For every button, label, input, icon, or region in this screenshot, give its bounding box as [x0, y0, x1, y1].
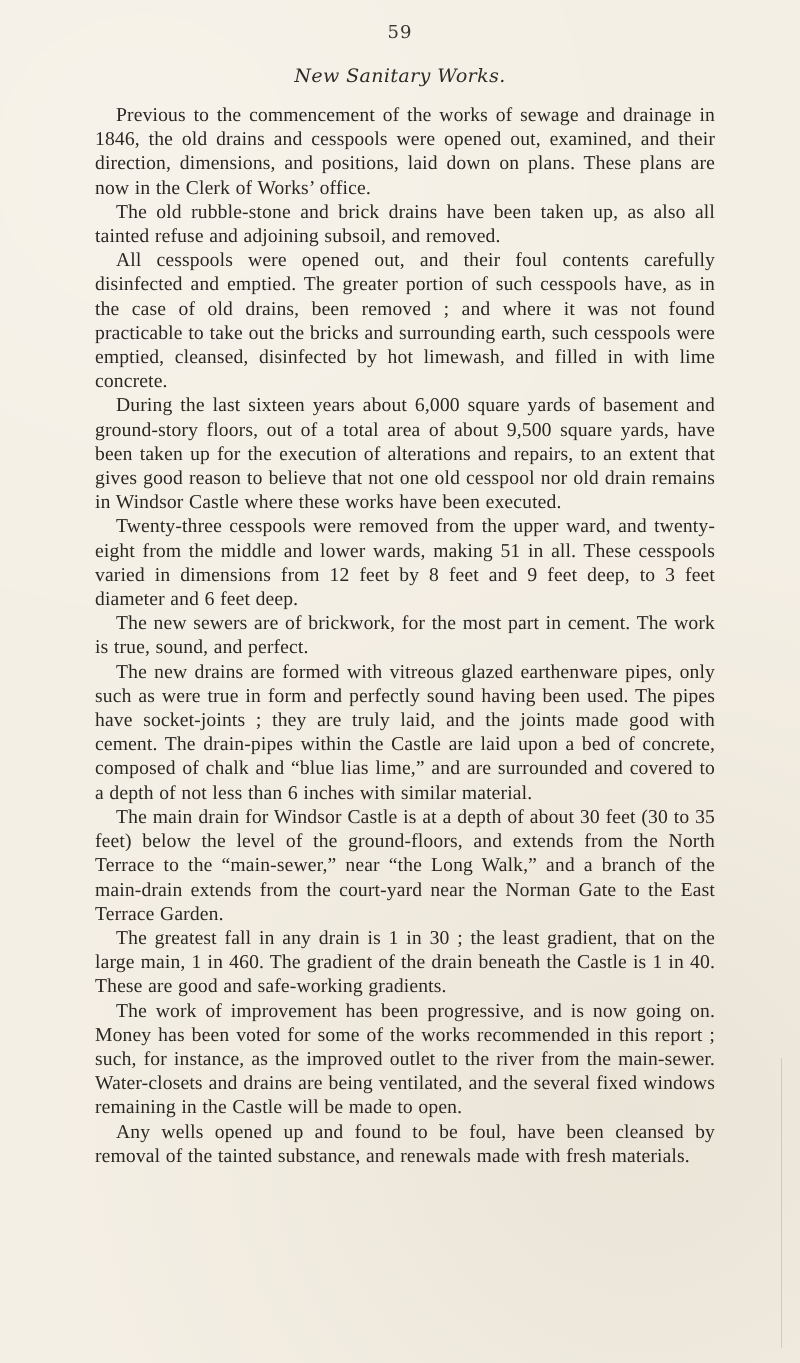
- paragraph-previous-works: Previous to the commencement of the works of sewage and drainage in 1846, the old drains and cesspools were opened out, examined, and their direction, dimensions, and positions, laid down on plans. These plans are now in the Clerk of Works’ office.: [95, 105, 715, 199]
- paragraph-improvement-progressive: The work of improvement has been progressive, and is now going on. Money has been voted for some of the works recommended in this report ; such, for instance, as the improved outlet to the river from the main-sewer. Water-closets and drains are being ventilated, and the several fixed windows remaining in the Castle will be made to open.: [95, 1000, 715, 1119]
- paragraph-new-sewers: The new sewers are of brickwork, for the most part in cement. The work is true, sound, and perfect.: [95, 613, 715, 659]
- body-text: [95, 104, 715, 1169]
- paragraph-new-drains: The new drains are formed with vitreous glazed earthenware pipes, only such as were true in form and perfectly sound having been used. The pipes have socket-joints ; they are truly laid, and the joints made good with cement. The drain-pipes within the Castle are laid upon a bed of concrete, composed of chalk and “blue lias lime,” and are surrounded and covered to a depth of not less than 6 inches with similar material.: [95, 661, 715, 804]
- paragraph-floors-taken-up: During the last sixteen years about 6,000 square yards of basement and ground-story floors, out of a total area of about 9,500 square yards, have been taken up for the execution of alterations and repairs, to an extent that gives good reason to believe that not one old cesspool nor old drain remains in Windsor Castle where these works have been executed.: [95, 395, 715, 514]
- paragraph-cesspools-removed: Twenty-three cesspools were removed from the upper ward, and twenty-eight from the middle and lower wards, making 51 in all. These cesspools varied in dimensions from 12 feet by 8 feet and 9 feet deep, to 3 feet diameter and 6 feet deep.: [95, 516, 715, 611]
- paragraph-cesspools-disinfected: All cesspools were opened out, and their foul contents carefully disinfected and emptied. The greater portion of such cesspools have, as in the case of old drains, been removed ; and where it was not found practicable to take out the bricks and surrounding earth, such cesspools were emptied, cleansed, disinfected by hot limewash, and filled in with lime concrete.: [95, 250, 715, 393]
- paragraph-main-drain: The main drain for Windsor Castle is at a depth of about 30 feet (30 to 35 feet) below the level of the ground-floors, and extends from the North Terrace to the “main-sewer,” near “the Long Walk,” and a branch of the main-drain extends from the court-yard near the Norman Gate to the East Terrace Garden.: [95, 806, 715, 925]
- running-title: New Sanitary Works.: [294, 65, 506, 87]
- page-number: 59: [387, 22, 413, 43]
- paragraph-wells-cleansed: Any wells opened up and found to be foul, have been cleansed by removal of the tainted substance, and renewals made with fresh materials.: [95, 1121, 715, 1167]
- paragraph-old-drains: The old rubble-stone and brick drains have been taken up, as also all tainted refuse and adjoining subsoil, and removed.: [95, 201, 715, 248]
- page-edge-mark: [781, 1058, 782, 1348]
- paragraph-gradients: The greatest fall in any drain is 1 in 30 ; the least gradient, that on the large main, 1 in 460. The gradient of the drain beneath the Castle is 1 in 40. These are good and safe-working gradients.: [95, 927, 715, 998]
